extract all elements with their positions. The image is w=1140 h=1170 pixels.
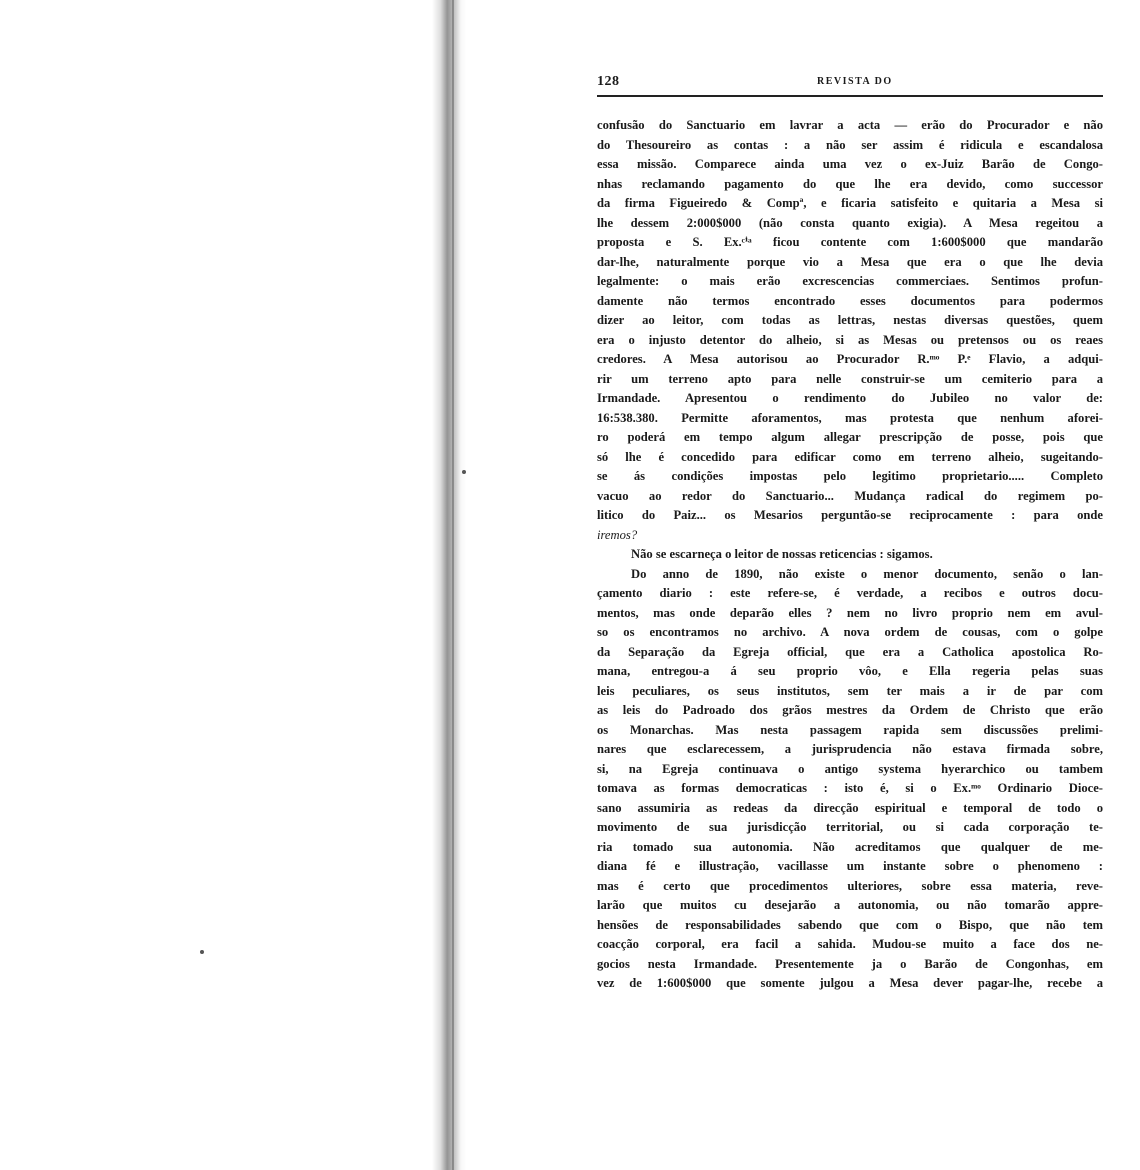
paper-speck xyxy=(200,950,204,954)
text-line: ro poderá em tempo algum allegar prescripção de posse, pois que xyxy=(597,430,1103,444)
text-line: nhas reclamando pagamento do que lhe era devido, como successor xyxy=(597,176,1103,191)
text-line: se ás condições impostas pelo legitimo proprietario..... Completo xyxy=(597,469,1103,483)
text-line: os Monarchas. Mas nesta passagem rapida sem discussões prelimi- xyxy=(597,722,1103,737)
text-line: do Thesoureiro as contas : a não ser assim é ridicula e escandalosa xyxy=(597,137,1103,152)
text-line: movimento de sua jurisdicção territorial, ou si cada corporação te- xyxy=(597,820,1103,834)
text-line: 16:538.380. Permitte aforamentos, mas protesta que nenhum aforei- xyxy=(597,410,1103,425)
body-text xyxy=(597,116,1103,994)
page-number: 128 xyxy=(597,74,620,89)
text-line: litico do Paiz... os Mesarios perguntão-se reciprocamente : para onde xyxy=(597,508,1103,522)
text-line: mentos, mas onde deparão elles ? nem no livro proprio nem em avul- xyxy=(597,605,1103,620)
text-line: as leis do Padroado dos grãos mestres da Ordem de Christo que erão xyxy=(597,703,1103,717)
text-line: credores. A Mesa autorisou ao Procurador R.ᵐᵒ P.ᵉ Flavio, a adqui- xyxy=(597,352,1103,366)
text-line: Do anno de 1890, não existe o menor documento, senão o lan- xyxy=(631,566,1103,581)
text-line: nares que esclarecessem, a jurisprudencia não estava firmada sobre, xyxy=(597,742,1103,756)
text-line: da firma Figueiredo & Compª, e ficaria satisfeito e quitaria a Mesa si xyxy=(597,196,1103,210)
text-line: sano assumiria as redeas da direcção espiritual e temporal de todo o xyxy=(597,800,1103,815)
text-line: legalmente: o mais erão excrescencias commerciaes. Sentimos profun- xyxy=(597,274,1103,288)
text-line: proposta e S. Ex.ᶜⁱᵃ ficou contente com 1:600$000 que mandarão xyxy=(597,235,1103,249)
header-rule xyxy=(597,95,1103,97)
text-line: lhe dessem 2:000$000 (não consta quanto exigia). A Mesa regeitou a xyxy=(597,215,1103,230)
text-line: tomava as formas democraticas : isto é, si o Ex.ᵐᵒ Ordinario Dioce- xyxy=(597,781,1103,795)
text-line: so os encontramos no archivo. A nova ordem de cousas, com o golpe xyxy=(597,625,1103,639)
text-line: leis peculiares, os seus institutos, sem ter mais a ir de par com xyxy=(597,683,1103,698)
running-head: REVISTA DO xyxy=(817,76,893,87)
text-line: mana, entregou-a á seu proprio vôo, e Ella regeria pelas suas xyxy=(597,664,1103,678)
text-line: Não se escarneça o leitor de nossas reticencias : sigamos. xyxy=(631,547,933,561)
text-line: coacção corporal, era facil a sahida. Mudou-se muito a face dos ne- xyxy=(597,937,1103,951)
book-gutter-line xyxy=(452,0,454,1170)
text-line: era o injusto detentor do alheio, si as Mesas ou pretensos ou os reaes xyxy=(597,332,1103,347)
text-line: da Separação da Egreja official, que era a Catholica apostolica Ro- xyxy=(597,644,1103,659)
text-line: dizer ao leitor, com todas as lettras, nestas diversas questões, quem xyxy=(597,313,1103,327)
text-line: vez de 1:600$000 que somente julgou a Mesa dever pagar-lhe, recebe a xyxy=(597,976,1103,990)
page-header xyxy=(597,74,1103,94)
text-line: çamento diario : este refere-se, é verdade, a recibos e outros docu- xyxy=(597,586,1103,600)
text-line: confusão do Sanctuario em lavrar a acta — erão do Procurador e não xyxy=(597,118,1103,132)
text-line: essa missão. Comparece ainda uma vez o ex-Juiz Barão de Congo- xyxy=(597,157,1103,171)
text-line: hensões de responsabilidades sabendo que com o Bispo, que não tem xyxy=(597,917,1103,932)
book-gutter-shadow xyxy=(432,0,466,1170)
text-line: iremos? xyxy=(597,527,638,542)
text-line: si, na Egreja continuava o antigo systema hyerarchico ou tambem xyxy=(597,761,1103,776)
text-line: dar-lhe, naturalmente porque vio a Mesa que era o que lhe devia xyxy=(597,254,1103,269)
text-line: diana fé e illustração, vacillasse um instante sobre o phenomeno : xyxy=(597,859,1103,873)
text-line: Irmandade. Apresentou o rendimento do Jubileo no valor de: xyxy=(597,391,1103,405)
text-line: só lhe é concedido para edificar como em terreno alheio, sugeitando- xyxy=(597,449,1103,464)
text-line: larão que muitos cu desejarão a autonomia, ou não tomarão appre- xyxy=(597,898,1103,912)
text-line: rir um terreno apto para nelle construir-se um cemiterio para a xyxy=(597,371,1103,386)
text-line: gocios nesta Irmandade. Presentemente ja o Barão de Congonhas, em xyxy=(597,956,1103,971)
text-line: vacuo ao redor do Sanctuario... Mudança radical do regimem po- xyxy=(597,488,1103,503)
text-line: damente não termos encontrado esses documentos para podermos xyxy=(597,293,1103,308)
text-line: ria tomado sua autonomia. Não acreditamos que qualquer de me- xyxy=(597,839,1103,854)
text-line: mas é certo que procedimentos ulteriores, sobre essa materia, reve- xyxy=(597,878,1103,893)
paper-speck xyxy=(462,470,466,474)
